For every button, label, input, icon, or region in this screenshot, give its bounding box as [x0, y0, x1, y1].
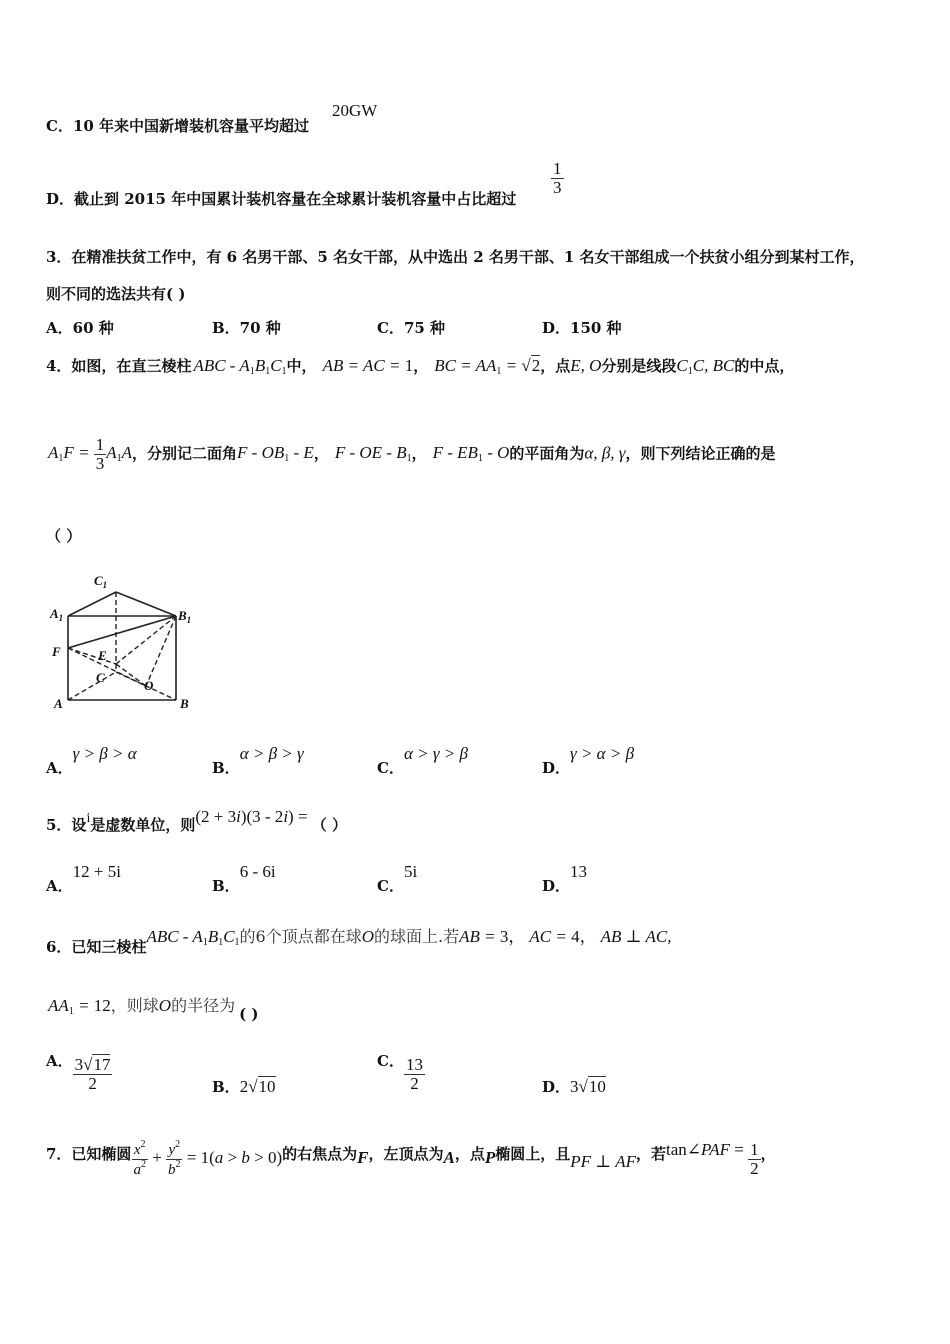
option-d-fraction: $\frac{1}{3}$	[553, 159, 562, 197]
q4-line1: 4．如图，在直三棱柱 ABC - $A_1B_1C_1$中， AB = AC = 1， BC = $AA_1 = √2$，点E, O分别是线段$C_1C$, BC的中点，	[46, 356, 795, 377]
q3-line2: 则不同的选法共有( )	[46, 285, 186, 303]
q5-option-d[interactable]: D．13	[542, 862, 588, 895]
q4-option-c[interactable]: C．α > γ > β	[377, 744, 468, 777]
q3-option-b[interactable]: B．70 种	[212, 319, 281, 337]
option-c-statement	[46, 115, 309, 136]
q5-option-a[interactable]: A．12 + 5i	[46, 862, 121, 895]
label-e: E	[98, 648, 107, 663]
label-b1: $B_1$	[178, 608, 192, 625]
q6-option-b[interactable]: B．2√10	[212, 1077, 276, 1096]
edge-f-e	[68, 648, 116, 664]
q4-option-b[interactable]: B．α > β > γ	[212, 744, 304, 777]
q4-line2: $A_1F$ = $\frac{1}{3}$ $A_1A$，分别记二面角F - $OB_1$ - E， F - OE - $B_1$， F - $EB_1$ - O的平面角为α, β, γ，则下列结论正确的是	[48, 435, 776, 473]
q3-option-a[interactable]: A．60 种	[46, 319, 114, 337]
label-a: A	[54, 696, 63, 711]
edge-a1-c1	[68, 592, 116, 616]
q6-option-d[interactable]: D．3√10	[542, 1077, 606, 1096]
q4-option-a[interactable]: A．γ > β > α	[46, 744, 137, 777]
label-c: C	[96, 670, 105, 685]
q5-option-c[interactable]: C．5i	[377, 862, 418, 895]
q5-stem: 5．设i是虚数单位，则(2 + 3i)(3 - 2i) = （ ）	[46, 807, 348, 834]
q7-stem: 7．已知椭圆 $\frac{x^2}{a^2}$ + $\frac{y^2}{b^2}$ = 1(a > b > 0)的右焦点为F，左顶点为A，点P椭圆上，且PF ⊥ AF，若tan∠PAF = $\frac{1}{2}$ ，	[46, 1139, 776, 1178]
q4-option-d[interactable]: D．γ > α > β	[542, 744, 635, 777]
q3-option-d[interactable]: D．150 种	[542, 319, 622, 337]
edge-a-c	[68, 672, 116, 700]
edge-f-o	[68, 648, 146, 686]
option-d-text: D．截止到 2015 年中国累计装机容量在全球累计装机容量中占比超过	[46, 190, 517, 208]
option-d-statement	[46, 188, 516, 209]
prism-figure	[46, 568, 216, 718]
q4-paren: （ ）	[46, 527, 82, 545]
label-o: O	[144, 678, 154, 693]
option-c-text: C．10 年来中国新增装机容量平均超过	[46, 117, 310, 135]
option-c-math: 20GW	[332, 101, 378, 120]
q6-option-a[interactable]: A． $\frac{3√17}{2}$	[46, 1052, 111, 1093]
label-c1: $C_1$	[94, 573, 108, 590]
q5-option-b[interactable]: B．6 - 6i	[212, 862, 276, 895]
q6-option-c[interactable]: C． $\frac{13}{2}$	[377, 1052, 423, 1093]
edge-b1-e	[116, 616, 176, 664]
label-a1: $A_1$	[50, 606, 64, 623]
edge-e-o	[116, 664, 146, 686]
q3-option-c[interactable]: C．75 种	[377, 319, 446, 337]
edge-f-b1	[68, 616, 176, 648]
label-b: B	[180, 696, 189, 711]
label-f: F	[52, 644, 61, 659]
q3-line1: 3．在精准扶贫工作中，有 6 名男干部、5 名女干部，从中选出 2 名男干部、1 名女干部组成一个扶贫小组分到某村工作，	[46, 248, 865, 266]
q6-line1: 6．已知三棱柱ABC - $A_1B_1C_1$的6个顶点都在球O的球面上.若AB = 3， AC = 4， AB ⊥ AC,	[46, 927, 672, 956]
edge-b1-o	[146, 616, 176, 686]
q6-line2: $AA_1 = 12$，则球O的半径为 ( )	[48, 996, 259, 1023]
edge-c1-b1	[116, 592, 176, 616]
